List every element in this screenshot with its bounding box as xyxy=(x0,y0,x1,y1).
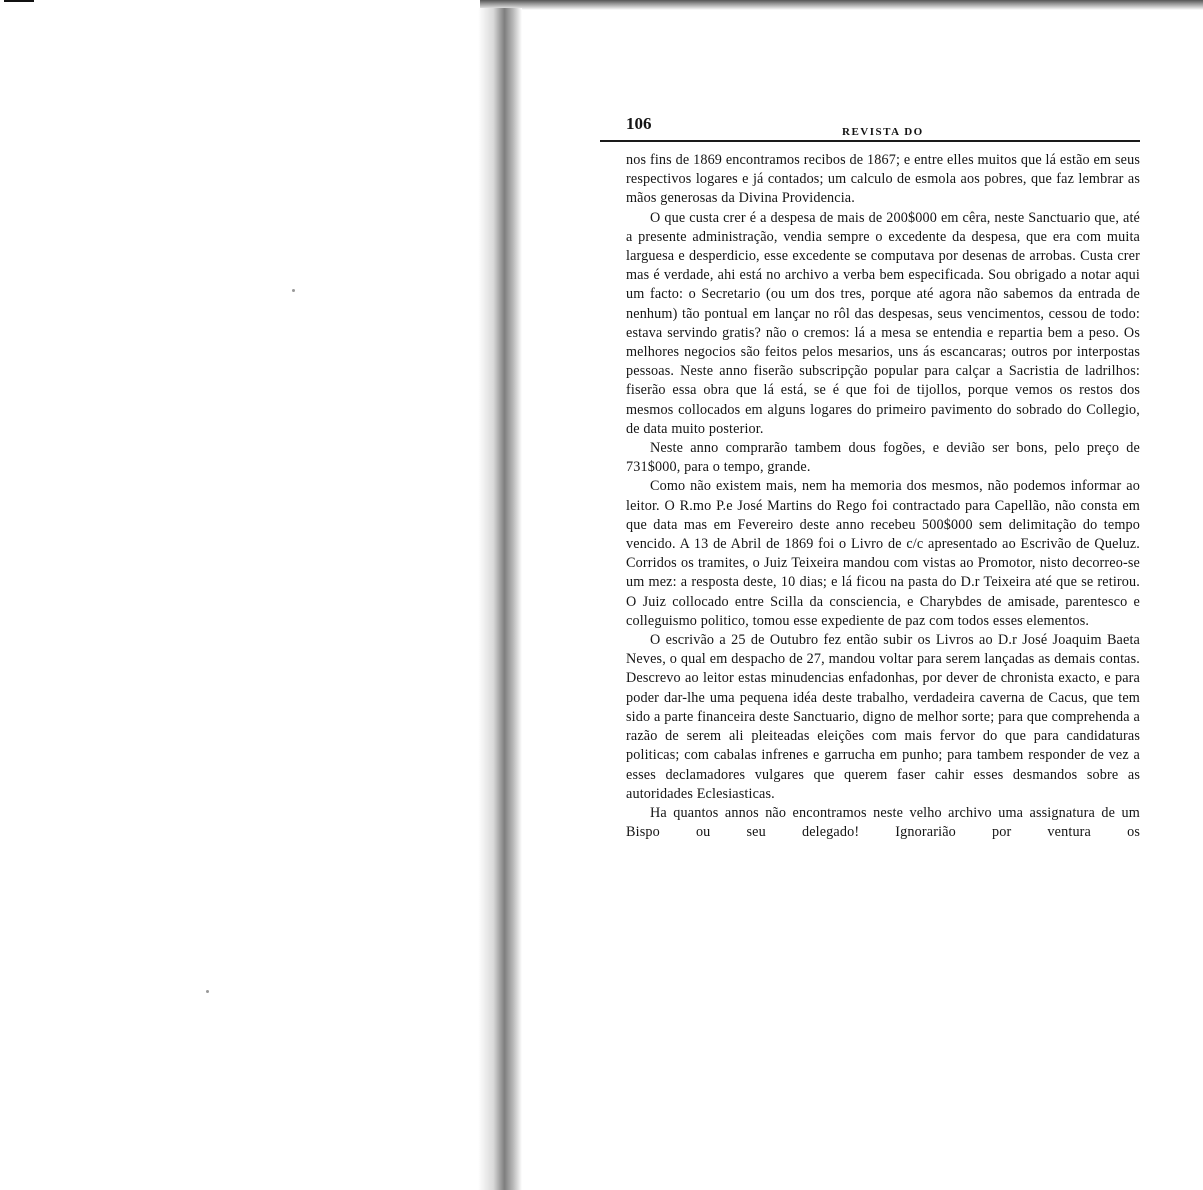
scan-corner-mark xyxy=(4,0,34,2)
scan-speck xyxy=(206,990,209,993)
book-spine-shadow xyxy=(478,8,522,1190)
paragraph: Ha quantos annos não encontramos neste velho archivo uma assignatura de um Bispo ou seu delegado! Ignorarião por ventura os xyxy=(626,804,1140,841)
running-head xyxy=(600,110,1140,142)
paragraph: O que custa crer é a despesa de mais de 200$000 em cêra, neste Sanctuario que, até a presente administração, vendia sempre o excedente da despesa, que era com muita larguesa e desperdicio, esse excedente se computava por desenas de arrobas. Custa crer mas é verdade, ahi está no archivo a verba bem especificada. Sou obrigado a notar aqui um facto: o Secretario (ou um dos tres, porque até agora não sabemos da entrada de nenhum) tão pontual em lançar no rôl das despesas, seus vencimentos, cessou de todo: estava servindo gratis? não o cremos: lá a mesa se entendia e repartia bem a peso. Os melhores negocios são feitos pelos mesarios, uns ás escancaras; outros por interpostas pessoas. Neste anno fiserão subscripção popular para calçar a Sacristia de ladrilhos: fiserão essa obra que lá está, se é que foi de tijollos, porque vemos os restos dos mesmos collocados em alguns logares do primeiro pavimento do sobrado do Collegio, de data muito posterior. xyxy=(626,209,1140,437)
paragraph: Como não existem mais, nem ha memoria dos mesmos, não podemos informar ao leitor. O R.mo P.e José Martins do Rego foi contractado para Capellão, não consta em que data mas em Fevereiro deste anno recebeu 500$000 sem delimitação do tempo vencido. A 13 de Abril de 1869 foi o Livro de c/c apresentado ao Escrivão de Queluz. Corridos os tramites, o Juiz Teixeira mandou com vistas ao Promotor, nisto decorreo-se um mez: a resposta deste, 10 dias; e lá ficou na pasta do D.r Teixeira até que se retirou. O Juiz collocado entre Scilla da consciencia, e Charybdes de amisade, parentesco e colleguismo politico, tomou esse expediente de paz com todos esses elementos. xyxy=(626,478,1140,629)
book-page xyxy=(600,110,1140,842)
paragraph: nos fins de 1869 encontramos recibos de 1867; e entre elles muitos que lá estão em seus respectivos logares e já contados; um calculo de esmola aos pobres, que faz lembrar as mãos generosas da Divina Providencia. xyxy=(626,152,1140,207)
scan-speck xyxy=(292,289,295,292)
paragraph: Neste anno comprarão tambem dous fogões, e devião ser bons, pelo preço de 731$000, para o tempo, grande. xyxy=(626,440,1140,476)
page-top-edge xyxy=(480,0,1203,10)
journal-title: REVISTA DO xyxy=(842,126,924,138)
page-number: 106 xyxy=(626,114,652,133)
body-text xyxy=(600,142,1140,842)
paragraph: O escrivão a 25 de Outubro fez então subir os Livros ao D.r José Joaquim Baeta Neves, o qual em despacho de 27, mandou voltar para serem lançadas as demais contas. Descrevo ao leitor estas minudencias enfadonhas, por dever de chronista exacto, e para poder dar-lhe uma pequena idéa deste trabalho, verdadeira caverna de Cacus, que tem sido a parte financeira deste Sanctuario, digno de melhor sorte; para que comprehenda a razão de serem ali pleiteadas eleições com mais fervor do que para candidaturas politicas; com cabalas infrenes e garrucha em punho; para tambem responder de vez a esses declamadores vulgares que querem faser cahir esses desmandos sobre as autoridades Eclesiasticas. xyxy=(626,632,1140,802)
